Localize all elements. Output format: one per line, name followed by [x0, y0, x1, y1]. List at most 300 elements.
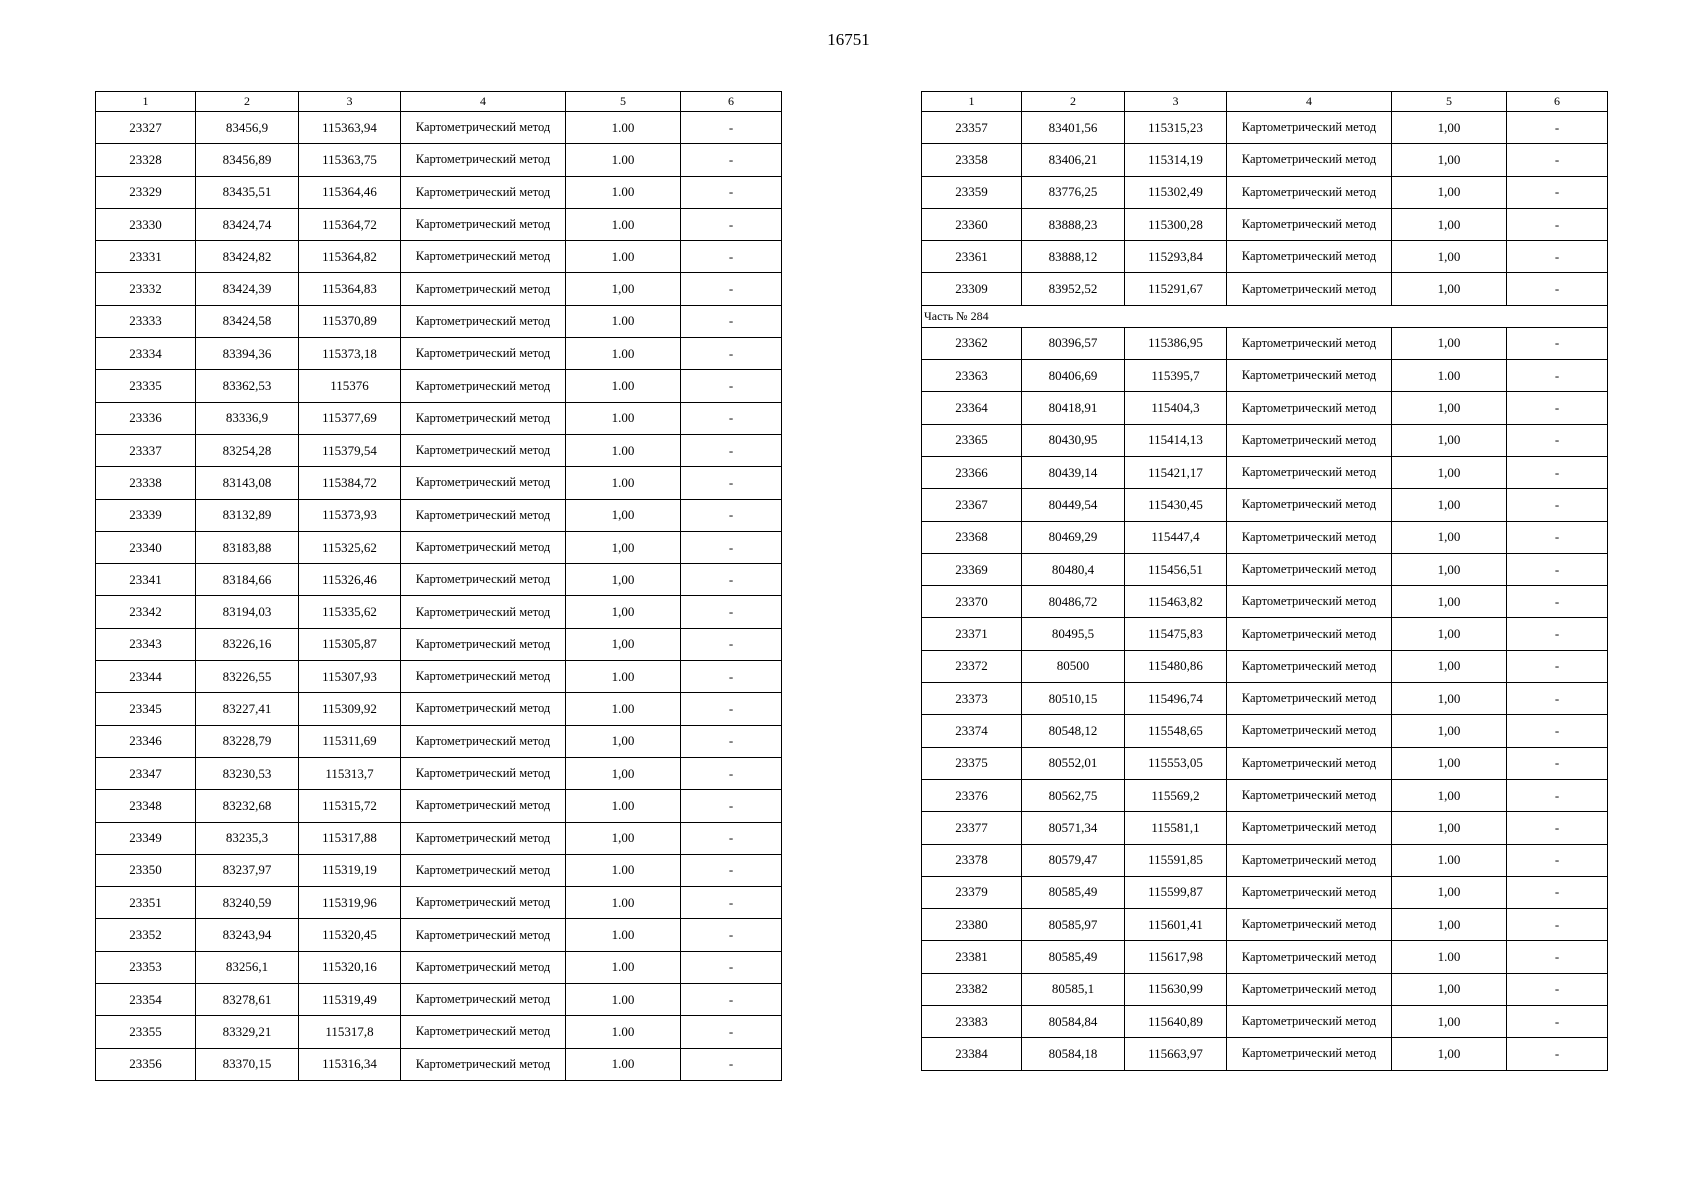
- description-cell: -: [1507, 424, 1608, 456]
- description-cell: -: [681, 467, 782, 499]
- table-row: [922, 327, 1608, 359]
- accuracy-cell: 1,00: [566, 499, 681, 531]
- table-row: [922, 241, 1608, 273]
- section-label: Часть № 284: [922, 305, 1608, 327]
- description-cell: -: [1507, 683, 1608, 715]
- table-row: [96, 338, 782, 370]
- y-coordinate-cell: 115591,85: [1125, 844, 1227, 876]
- y-coordinate-cell: 115319,96: [299, 887, 401, 919]
- table-row: [96, 822, 782, 854]
- accuracy-cell: 1.00: [566, 241, 681, 273]
- y-coordinate-cell: 115309,92: [299, 693, 401, 725]
- table-row: [922, 489, 1608, 521]
- accuracy-cell: 1.00: [566, 370, 681, 402]
- description-cell: -: [681, 661, 782, 693]
- method-cell: Картометрический метод: [401, 661, 566, 693]
- table-row: [922, 747, 1608, 779]
- y-coordinate-cell: 115373,93: [299, 499, 401, 531]
- accuracy-cell: 1.00: [566, 402, 681, 434]
- description-cell: -: [681, 854, 782, 886]
- table-row: [96, 434, 782, 466]
- y-coordinate-cell: 115307,93: [299, 661, 401, 693]
- y-coordinate-cell: 115319,49: [299, 984, 401, 1016]
- x-coordinate-cell: 80406,69: [1022, 360, 1125, 392]
- point-number-cell: 23340: [96, 531, 196, 563]
- accuracy-cell: 1,00: [1392, 1006, 1507, 1038]
- method-cell: Картометрический метод: [1227, 1038, 1392, 1070]
- accuracy-cell: 1,00: [1392, 909, 1507, 941]
- x-coordinate-cell: 83143,08: [196, 467, 299, 499]
- x-coordinate-cell: 83952,52: [1022, 273, 1125, 305]
- x-coordinate-cell: 80510,15: [1022, 683, 1125, 715]
- method-cell: Картометрический метод: [401, 725, 566, 757]
- method-cell: Картометрический метод: [401, 757, 566, 789]
- y-coordinate-cell: 115456,51: [1125, 553, 1227, 585]
- point-number-cell: 23348: [96, 790, 196, 822]
- column-header: 1: [96, 92, 196, 112]
- y-coordinate-cell: 115364,82: [299, 241, 401, 273]
- accuracy-cell: 1.00: [566, 467, 681, 499]
- description-cell: -: [681, 596, 782, 628]
- accuracy-cell: 1,00: [566, 757, 681, 789]
- method-cell: Картометрический метод: [1227, 844, 1392, 876]
- accuracy-cell: 1,00: [566, 531, 681, 563]
- accuracy-cell: 1,00: [1392, 586, 1507, 618]
- y-coordinate-cell: 115395,7: [1125, 360, 1227, 392]
- accuracy-cell: 1,00: [1392, 456, 1507, 488]
- y-coordinate-cell: 115293,84: [1125, 241, 1227, 273]
- description-cell: -: [681, 693, 782, 725]
- accuracy-cell: 1.00: [566, 1048, 681, 1080]
- description-cell: -: [1507, 876, 1608, 908]
- y-coordinate-cell: 115363,75: [299, 144, 401, 176]
- method-cell: Картометрический метод: [1227, 456, 1392, 488]
- method-cell: Картометрический метод: [1227, 327, 1392, 359]
- method-cell: Картометрический метод: [401, 112, 566, 144]
- description-cell: -: [681, 1048, 782, 1080]
- accuracy-cell: 1,00: [1392, 683, 1507, 715]
- table-row: [96, 790, 782, 822]
- description-cell: -: [1507, 586, 1608, 618]
- method-cell: Картометрический метод: [401, 564, 566, 596]
- table-row: [922, 112, 1608, 144]
- point-number-cell: 23343: [96, 628, 196, 660]
- table-row: [96, 564, 782, 596]
- accuracy-cell: 1.00: [566, 305, 681, 337]
- table-row: [922, 521, 1608, 553]
- description-cell: -: [1507, 973, 1608, 1005]
- x-coordinate-cell: 83424,58: [196, 305, 299, 337]
- x-coordinate-cell: 83394,36: [196, 338, 299, 370]
- y-coordinate-cell: 115316,34: [299, 1048, 401, 1080]
- description-cell: -: [681, 725, 782, 757]
- method-cell: Картометрический метод: [401, 1048, 566, 1080]
- table-row: [922, 876, 1608, 908]
- point-number-cell: 23342: [96, 596, 196, 628]
- x-coordinate-cell: 83362,53: [196, 370, 299, 402]
- accuracy-cell: 1.00: [566, 112, 681, 144]
- point-number-cell: 23368: [922, 521, 1022, 553]
- description-cell: -: [1507, 208, 1608, 240]
- point-number-cell: 23346: [96, 725, 196, 757]
- accuracy-cell: 1.00: [566, 1016, 681, 1048]
- method-cell: Картометрический метод: [401, 241, 566, 273]
- accuracy-cell: 1,00: [566, 564, 681, 596]
- method-cell: Картометрический метод: [1227, 876, 1392, 908]
- y-coordinate-cell: 115640,89: [1125, 1006, 1227, 1038]
- column-header: 5: [566, 92, 681, 112]
- point-number-cell: 23345: [96, 693, 196, 725]
- y-coordinate-cell: 115463,82: [1125, 586, 1227, 618]
- method-cell: Картометрический метод: [1227, 941, 1392, 973]
- description-cell: -: [1507, 618, 1608, 650]
- point-number-cell: 23372: [922, 650, 1022, 682]
- description-cell: -: [681, 241, 782, 273]
- y-coordinate-cell: 115475,83: [1125, 618, 1227, 650]
- accuracy-cell: 1,00: [1392, 327, 1507, 359]
- point-number-cell: 23379: [922, 876, 1022, 908]
- table-row: [922, 812, 1608, 844]
- x-coordinate-cell: 83132,89: [196, 499, 299, 531]
- accuracy-cell: 1.00: [566, 854, 681, 886]
- x-coordinate-cell: 83406,21: [1022, 144, 1125, 176]
- table-row: [96, 854, 782, 886]
- table-row: [922, 973, 1608, 1005]
- description-cell: -: [1507, 456, 1608, 488]
- method-cell: Картометрический метод: [1227, 208, 1392, 240]
- column-header: 5: [1392, 92, 1507, 112]
- y-coordinate-cell: 115377,69: [299, 402, 401, 434]
- accuracy-cell: 1,00: [1392, 876, 1507, 908]
- y-coordinate-cell: 115386,95: [1125, 327, 1227, 359]
- point-number-cell: 23382: [922, 973, 1022, 1005]
- description-cell: -: [1507, 521, 1608, 553]
- x-coordinate-cell: 83424,39: [196, 273, 299, 305]
- table-row: [96, 144, 782, 176]
- y-coordinate-cell: 115315,72: [299, 790, 401, 822]
- y-coordinate-cell: 115370,89: [299, 305, 401, 337]
- point-number-cell: 23330: [96, 208, 196, 240]
- table-row: [922, 715, 1608, 747]
- table-row: [922, 392, 1608, 424]
- point-number-cell: 23338: [96, 467, 196, 499]
- method-cell: Картометрический метод: [401, 854, 566, 886]
- y-coordinate-cell: 115581,1: [1125, 812, 1227, 844]
- table-row: [922, 1038, 1608, 1070]
- column-header: 6: [681, 92, 782, 112]
- table-row: [922, 144, 1608, 176]
- description-cell: -: [1507, 1006, 1608, 1038]
- y-coordinate-cell: 115317,8: [299, 1016, 401, 1048]
- description-cell: -: [1507, 144, 1608, 176]
- point-number-cell: 23336: [96, 402, 196, 434]
- accuracy-cell: 1.00: [566, 887, 681, 919]
- x-coordinate-cell: 80430,95: [1022, 424, 1125, 456]
- x-coordinate-cell: 83888,12: [1022, 241, 1125, 273]
- method-cell: Картометрический метод: [1227, 273, 1392, 305]
- x-coordinate-cell: 83240,59: [196, 887, 299, 919]
- table-row: [96, 628, 782, 660]
- x-coordinate-cell: 80562,75: [1022, 779, 1125, 811]
- description-cell: -: [681, 984, 782, 1016]
- x-coordinate-cell: 80584,84: [1022, 1006, 1125, 1038]
- description-cell: -: [1507, 812, 1608, 844]
- y-coordinate-cell: 115305,87: [299, 628, 401, 660]
- point-number-cell: 23341: [96, 564, 196, 596]
- y-coordinate-cell: 115300,28: [1125, 208, 1227, 240]
- description-cell: -: [681, 112, 782, 144]
- column-header: 1: [922, 92, 1022, 112]
- description-cell: -: [681, 499, 782, 531]
- method-cell: Картометрический метод: [401, 887, 566, 919]
- point-number-cell: 23366: [922, 456, 1022, 488]
- y-coordinate-cell: 115447,4: [1125, 521, 1227, 553]
- x-coordinate-cell: 83235,3: [196, 822, 299, 854]
- point-number-cell: 23344: [96, 661, 196, 693]
- page-number: 16751: [827, 30, 870, 49]
- point-number-cell: 23333: [96, 305, 196, 337]
- point-number-cell: 23383: [922, 1006, 1022, 1038]
- accuracy-cell: 1,00: [1392, 489, 1507, 521]
- description-cell: -: [681, 402, 782, 434]
- x-coordinate-cell: 80585,49: [1022, 941, 1125, 973]
- accuracy-cell: 1,00: [1392, 273, 1507, 305]
- y-coordinate-cell: 115601,41: [1125, 909, 1227, 941]
- y-coordinate-cell: 115364,83: [299, 273, 401, 305]
- point-number-cell: 23351: [96, 887, 196, 919]
- description-cell: -: [1507, 553, 1608, 585]
- description-cell: -: [681, 273, 782, 305]
- method-cell: Картометрический метод: [1227, 973, 1392, 1005]
- accuracy-cell: 1.00: [1392, 360, 1507, 392]
- accuracy-cell: 1,00: [1392, 208, 1507, 240]
- table-row: [922, 553, 1608, 585]
- accuracy-cell: 1,00: [1392, 424, 1507, 456]
- point-number-cell: 23353: [96, 951, 196, 983]
- table-row: [922, 586, 1608, 618]
- accuracy-cell: 1.00: [1392, 941, 1507, 973]
- table-row: [96, 919, 782, 951]
- accuracy-cell: 1,00: [1392, 176, 1507, 208]
- description-cell: -: [1507, 112, 1608, 144]
- point-number-cell: 23384: [922, 1038, 1022, 1070]
- method-cell: Картометрический метод: [401, 305, 566, 337]
- table-row: [922, 273, 1608, 305]
- accuracy-cell: 1,00: [566, 822, 681, 854]
- method-cell: Картометрический метод: [401, 822, 566, 854]
- y-coordinate-cell: 115553,05: [1125, 747, 1227, 779]
- description-cell: -: [681, 628, 782, 660]
- x-coordinate-cell: 80500: [1022, 650, 1125, 682]
- method-cell: Картометрический метод: [1227, 747, 1392, 779]
- table-row: [922, 360, 1608, 392]
- table-row: [96, 725, 782, 757]
- description-cell: -: [681, 305, 782, 337]
- y-coordinate-cell: 115326,46: [299, 564, 401, 596]
- description-cell: -: [1507, 909, 1608, 941]
- coordinates-table-right: [921, 91, 1608, 1071]
- description-cell: -: [681, 757, 782, 789]
- x-coordinate-cell: 83243,94: [196, 919, 299, 951]
- accuracy-cell: 1,00: [1392, 521, 1507, 553]
- column-header: 2: [1022, 92, 1125, 112]
- point-number-cell: 23332: [96, 273, 196, 305]
- accuracy-cell: 1.00: [566, 919, 681, 951]
- point-number-cell: 23347: [96, 757, 196, 789]
- y-coordinate-cell: 115364,72: [299, 208, 401, 240]
- table-row: [96, 661, 782, 693]
- point-number-cell: 23349: [96, 822, 196, 854]
- table-row: [922, 941, 1608, 973]
- accuracy-cell: 1,00: [566, 596, 681, 628]
- method-cell: Картометрический метод: [1227, 521, 1392, 553]
- method-cell: Картометрический метод: [401, 790, 566, 822]
- accuracy-cell: 1,00: [566, 628, 681, 660]
- point-number-cell: 23329: [96, 176, 196, 208]
- y-coordinate-cell: 115320,45: [299, 919, 401, 951]
- method-cell: Картометрический метод: [1227, 618, 1392, 650]
- accuracy-cell: 1.00: [566, 693, 681, 725]
- accuracy-cell: 1,00: [566, 273, 681, 305]
- point-number-cell: 23367: [922, 489, 1022, 521]
- table-row: [96, 596, 782, 628]
- point-number-cell: 23356: [96, 1048, 196, 1080]
- point-number-cell: 23376: [922, 779, 1022, 811]
- accuracy-cell: 1.00: [566, 661, 681, 693]
- table-row: [922, 650, 1608, 682]
- y-coordinate-cell: 115663,97: [1125, 1038, 1227, 1070]
- y-coordinate-cell: 115291,67: [1125, 273, 1227, 305]
- table-row: [96, 208, 782, 240]
- accuracy-cell: 1,00: [1392, 715, 1507, 747]
- y-coordinate-cell: 115384,72: [299, 467, 401, 499]
- point-number-cell: 23363: [922, 360, 1022, 392]
- y-coordinate-cell: 115335,62: [299, 596, 401, 628]
- x-coordinate-cell: 80585,49: [1022, 876, 1125, 908]
- method-cell: Картометрический метод: [401, 628, 566, 660]
- x-coordinate-cell: 83401,56: [1022, 112, 1125, 144]
- method-cell: Картометрический метод: [1227, 424, 1392, 456]
- y-coordinate-cell: 115569,2: [1125, 779, 1227, 811]
- table-header-row: [96, 92, 782, 112]
- section-row: [922, 305, 1608, 327]
- column-header: 4: [401, 92, 566, 112]
- method-cell: Картометрический метод: [401, 693, 566, 725]
- point-number-cell: 23357: [922, 112, 1022, 144]
- accuracy-cell: 1,00: [1392, 392, 1507, 424]
- point-number-cell: 23361: [922, 241, 1022, 273]
- description-cell: -: [681, 208, 782, 240]
- x-coordinate-cell: 80469,29: [1022, 521, 1125, 553]
- method-cell: Картометрический метод: [1227, 715, 1392, 747]
- y-coordinate-cell: 115320,16: [299, 951, 401, 983]
- point-number-cell: 23337: [96, 434, 196, 466]
- point-number-cell: 23328: [96, 144, 196, 176]
- point-number-cell: 23375: [922, 747, 1022, 779]
- column-header: 3: [299, 92, 401, 112]
- table-row: [96, 305, 782, 337]
- description-cell: -: [681, 790, 782, 822]
- x-coordinate-cell: 80418,91: [1022, 392, 1125, 424]
- accuracy-cell: 1,00: [1392, 1038, 1507, 1070]
- method-cell: Картометрический метод: [401, 919, 566, 951]
- table-row: [922, 618, 1608, 650]
- accuracy-cell: 1,00: [1392, 553, 1507, 585]
- table-row: [922, 909, 1608, 941]
- description-cell: -: [681, 531, 782, 563]
- description-cell: -: [1507, 941, 1608, 973]
- x-coordinate-cell: 83254,28: [196, 434, 299, 466]
- accuracy-cell: 1,00: [1392, 112, 1507, 144]
- method-cell: Картометрический метод: [1227, 112, 1392, 144]
- table-row: [922, 208, 1608, 240]
- method-cell: Картометрический метод: [401, 499, 566, 531]
- table-row: [96, 693, 782, 725]
- method-cell: Картометрический метод: [401, 467, 566, 499]
- y-coordinate-cell: 115599,87: [1125, 876, 1227, 908]
- table-row: [922, 456, 1608, 488]
- method-cell: Картометрический метод: [1227, 144, 1392, 176]
- description-cell: -: [1507, 1038, 1608, 1070]
- point-number-cell: 23354: [96, 984, 196, 1016]
- y-coordinate-cell: 115302,49: [1125, 176, 1227, 208]
- description-cell: -: [681, 176, 782, 208]
- point-number-cell: 23371: [922, 618, 1022, 650]
- accuracy-cell: 1,00: [1392, 973, 1507, 1005]
- method-cell: Картометрический метод: [401, 434, 566, 466]
- accuracy-cell: 1,00: [1392, 779, 1507, 811]
- accuracy-cell: 1,00: [1392, 747, 1507, 779]
- point-number-cell: 23365: [922, 424, 1022, 456]
- table-row: [922, 424, 1608, 456]
- x-coordinate-cell: 83776,25: [1022, 176, 1125, 208]
- x-coordinate-cell: 83329,21: [196, 1016, 299, 1048]
- y-coordinate-cell: 115430,45: [1125, 489, 1227, 521]
- x-coordinate-cell: 83278,61: [196, 984, 299, 1016]
- x-coordinate-cell: 83424,82: [196, 241, 299, 273]
- y-coordinate-cell: 115404,3: [1125, 392, 1227, 424]
- x-coordinate-cell: 83184,66: [196, 564, 299, 596]
- table-row: [96, 176, 782, 208]
- accuracy-cell: 1.00: [566, 338, 681, 370]
- table-row: [922, 779, 1608, 811]
- description-cell: -: [1507, 747, 1608, 779]
- y-coordinate-cell: 115311,69: [299, 725, 401, 757]
- point-number-cell: 23364: [922, 392, 1022, 424]
- method-cell: Картометрический метод: [401, 208, 566, 240]
- point-number-cell: 23369: [922, 553, 1022, 585]
- description-cell: -: [681, 434, 782, 466]
- point-number-cell: 23373: [922, 683, 1022, 715]
- y-coordinate-cell: 115548,65: [1125, 715, 1227, 747]
- accuracy-cell: 1.00: [566, 176, 681, 208]
- y-coordinate-cell: 115496,74: [1125, 683, 1227, 715]
- table-row: [96, 241, 782, 273]
- method-cell: Картометрический метод: [1227, 489, 1392, 521]
- accuracy-cell: 1.00: [566, 208, 681, 240]
- method-cell: Картометрический метод: [1227, 241, 1392, 273]
- accuracy-cell: 1,00: [1392, 144, 1507, 176]
- x-coordinate-cell: 83230,53: [196, 757, 299, 789]
- description-cell: -: [681, 919, 782, 951]
- method-cell: Картометрический метод: [1227, 392, 1392, 424]
- table-row: [922, 683, 1608, 715]
- column-header: 4: [1227, 92, 1392, 112]
- table-row: [96, 887, 782, 919]
- column-header: 3: [1125, 92, 1227, 112]
- method-cell: Картометрический метод: [1227, 586, 1392, 618]
- x-coordinate-cell: 83226,16: [196, 628, 299, 660]
